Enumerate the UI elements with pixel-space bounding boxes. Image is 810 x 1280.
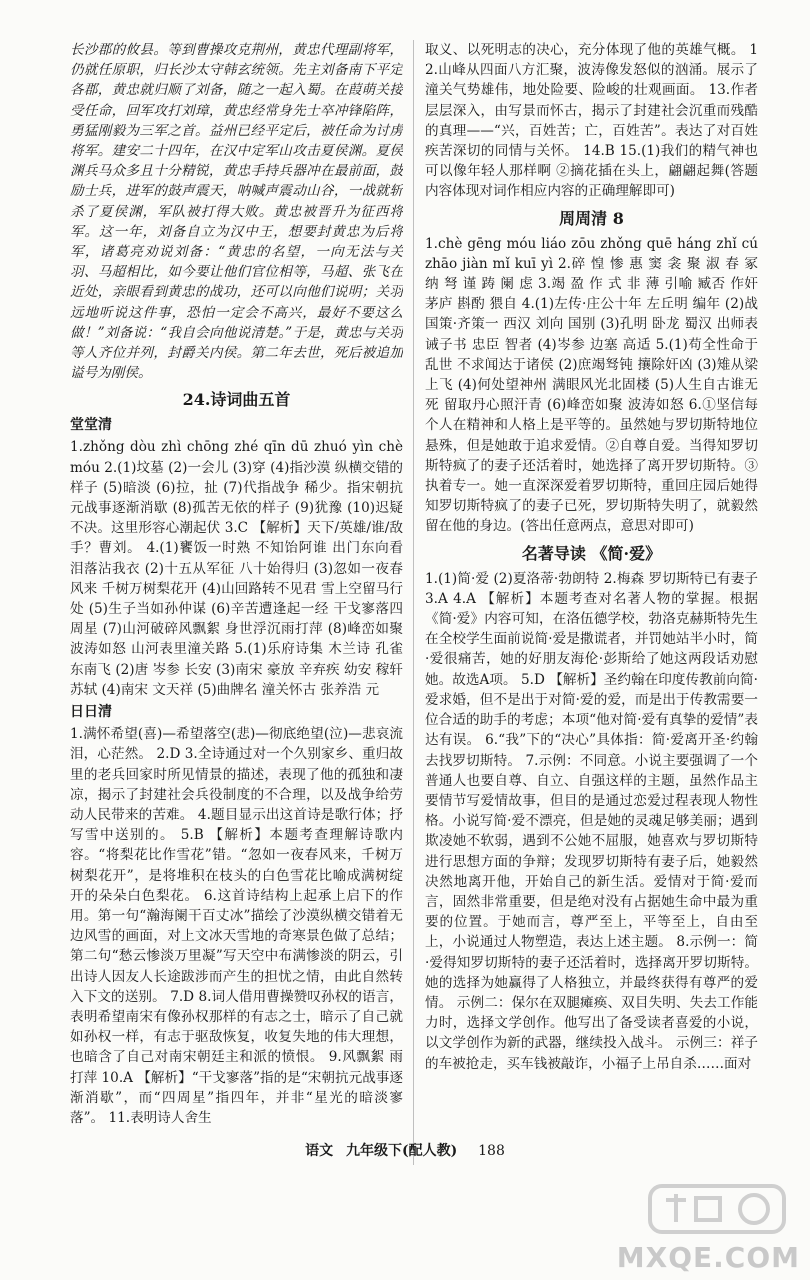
right-column: [425, 40, 758, 1165]
section-title-weekly: 周周清 8: [559, 208, 624, 228]
answers-ririqing: 1.满怀希望(喜)—希望落空(悲)—彻底绝望(泣)—悲哀流泪，心茫然。 2.D 3.全诗通过对一个久别家乡、重归故里的老兵回家时所见情景的描述，表现了他的孤独和凄凉，揭示了封建社会兵役制度的不合理，以及战争给劳动人民带来的苦难。 4.题目显示出这首诗是歌行体；抒写雪中送别的。 5.B 【解析】本题考查理解诗歌内容。“将梨花比作雪花”错。“忽如一夜春风来，千树万树梨花开”，是将堆积在枝头的白色雪花比喻成满树绽开的朵朵白色梨花。 6.这首诗结构上起承上启下的作用。第一句“瀚海阑干百丈冰”描绘了沙漠纵横交错着无边风雪的画面，对上文冰天雪地的奇寒景色做了总结；第二句“愁云惨淡万里凝”写天空中布满惨淡的阴云，引出诗人因友人长途跋涉而产生的担忧之情，由此自然转入下文的送别。 7.D 8.词人借用曹操赞叹孙权的语言，表明希望南宋有像孙权那样的有志之士，暗示了自己就如孙权一样，有志于驱敌恢复，收复失地的伟大理想，也暗含了自己对南宋朝廷主和派的愤恨。 9.风飘絮 雨打萍 10.A 【解析】“干戈寥落”指的是“宋朝抗元战事逐渐消歇”，而“四周星”指四年，并非“星光的暗淡寥落”。 11.表明诗人舍生: [70, 726, 403, 1126]
answers-classic-reading: 1.(1)简·爱 (2)夏洛蒂·勃朗特 2.梅森 罗切斯特已有妻子 3.A 4.A 【解析】本题考查对名著人物的掌握。根据《简·爱》内容可知，在洛伍德学校，勃洛克赫斯特先生在全校学生面前说简·爱是撒谎者，并罚她站半小时，简·爱很痛苦，她的好朋友海伦·彭斯给了她这两段话劝慰她。故选A项。 5.D 【解析】圣约翰在印度传教前向简·爱求婚，但不是出于对简·爱的爱，而是出于传教需要一位合适的助手的考虑；本项“他对简·爱有真挚的爱情”表达有误。 6.“我”下的“决心”具体指：简·爱离开圣·约翰去找罗切斯特。 7.示例：不同意。小说主要强调了一个普通人也要自尊、自立、自强这样的主题，虽然作品主要情节写爱情故事，但目的是通过恋爱过程表现人物性格。小说写简·爱不漂亮，但是她的灵魂足够美丽；遇到欺凌她不软弱，遇到不公她不屈服，她喜欢与罗切斯特进行思想方面的争辩；发现罗切斯特有妻子后，她毅然决然地离开他，开始自己的新生活。爱情对于简·爱而言，固然非常重要，但是绝对没有占据她生命中最为重要的位置。于她而言，尊严至上，平等至上，自由至上，小说通过人物塑造，表达上述主题。 8.示例一：简·爱得知罗切斯特的妻子还活着时，选择离开罗切斯特。她的选择为她赢得了人格独立，并最终获得有尊严的爱情。 示例二：保尔在双腿瘫痪、双目失明、失去工作能力时，选择文学创作。他写出了备受读者喜爱的小说，以文学创作为新的武器，继续投入战斗。 示例三：祥子的车被抢走，买车钱被敲诈，小福子上吊自杀……面对: [425, 570, 758, 1072]
left-column: [70, 40, 403, 1165]
subheading-tangtangqing: 堂堂清: [70, 417, 112, 434]
page-number: 188: [478, 1143, 505, 1159]
page-footer: [0, 1140, 810, 1160]
answers-weekly: 1.chè gēng móu liáo zōu zhǒng quē háng zhǐ cú zhāo jiàn mǐ kuī yì 2.碎 惶 惨 惠 窦 衾 聚 淑 春 冢 纳 弩 谨 踌 阑 虑 3.竭 盈 作 式 非 薄 引喻 臧否 作奸 茅庐 斟酌 猥自 4.(1)左传·庄公十年 左丘明 编年 (2)战国策·齐策一 西汉 刘向 国别 (3)孔明 卧龙 蜀汉 出师表 诫子书 忠臣 智者 (4)岑参 边塞 高适 5.(1)苟全性命于乱世 不求闻达于诸侯 (2)庶竭驽钝 攘除奸凶 (3)雉从梁上飞 (4)何处望神州 满眼风光北固楼 (5)人生自古谁无死 留取丹心照汗青 (6)峰峦如聚 波涛如怒 6.①坚信每个人在精神和人格上是平等的。虽然她与罗切斯特地位悬殊，但是她敢于追求爱情。②自尊自爱。当得知罗切斯特疯了的妻子还活着时，她选择了离开罗切斯特。③执着专一。她一直深深爱着罗切斯特，重回庄园后她得知罗切斯特疯了的妻子已死，罗切斯特失明了，就毅然留在他的身边。(答出任意两点，意思对即可): [425, 235, 758, 535]
subheading-ririqing: 日日清: [70, 704, 112, 721]
section-title-classic-reading: 名著导读 《简·爱》: [521, 543, 662, 563]
watermark-text: MXQE.COM: [616, 1241, 800, 1274]
page: [70, 40, 760, 1165]
column-divider: [413, 40, 414, 1165]
answers-tangtangqing: 1.zhǒng dòu zhì chōng zhé qīn dū zhuó yìn chè móu 2.(1)坟墓 (2)一会儿 (3)穿 (4)指沙漠 纵横交错的样子 (5)暗淡 (6)拉，扯 (7)代指战争 稀少。指宋朝抗元战事逐渐消歇 (8)孤苦无依的样子 (9)犹豫 (10)迟疑不决。这里形容心潮起伏 3.C 【解析】天下/英雄/谁/敌手？曹刘。 4.(1)饔饭一时熟 不知饴阿谁 出门东向看 泪落沾我衣 (2)十五从军征 八十始得归 (3)忽如一夜春风来 千树万树梨花开 (4)山回路转不见君 雪上空留马行处 (5)生子当如孙仲谋 (6)辛苦遭逢起一经 干戈寥落四周星 (7)山河破碎风飘絮 身世浮沉雨打萍 (8)峰峦如聚 波涛如怒 山河表里潼关路 5.(1)乐府诗集 木兰诗 孔雀东南飞 (2)唐 岑参 长安 (3)南宋 豪放 辛弃疾 幼安 稼轩 苏轼 (4)南宋 文天祥 (5)曲牌名 潼关怀古 张养浩 元: [70, 439, 403, 698]
left-translation-paragraph: 长沙郡的攸县。等到曹操攻克荆州，黄忠代理副将军，仍就任原职，归长沙太守韩玄统领。先主刘备南下平定各郡，黄忠就归顺了刘备，随之一起入蜀。在葭萌关接受任命，回军攻打刘璋，黄忠经常身先士卒冲锋陷阵，勇猛刚毅为三军之首。益州已经平定后，被任命为讨虏将军。建安二十四年，在汉中定军山攻击夏侯渊。夏侯渊兵马众多且十分精锐，黄忠手持兵器冲在最前面，鼓励士兵，进军的鼓声震天，呐喊声震动山谷，一战就斩杀了夏侯渊，军队被打得大败。黄忠被晋升为征西将军。这一年，刘备自立为汉中王，想要封黄忠为后将军，诸葛亮劝说刘备：“黄忠的名望，一向无法与关羽、马超相比，如今要让他们官位相等，马超、张飞在近处，亲眼看到黄忠的战功，还可以向他们说明；关羽远地听说这件事，恐怕一定会不高兴，最好不要这么做！”刘备说：“我自会向他说清楚。”于是，黄忠与关羽等人齐位并列，封爵关内侯。第二年去世，死后被追加谥号为刚侯。: [70, 42, 403, 382]
footer-subject: 语文: [305, 1143, 334, 1159]
section-title-24: 24.诗词曲五首: [182, 390, 291, 410]
answers-continued: 取义、以死明志的决心，充分体现了他的英雄气概。 12.山峰从四面八方汇聚，波涛像发怒似的汹涌。展示了潼关气势雄伟，地处险要、险峻的壮观画面。 13.作者层层深入，由写景而怀古，揭示了封建社会沉重而残酷的真理——“兴，百姓苦；亡，百姓苦”。表达了对百姓疾苦深切的同情与关怀。 14.B 15.(1)我们的精气神也可以像年轻人那样啊 ②摘花插在头上，翩翩起舞(答题内容体现对词作相应内容的正确理解即可): [425, 42, 758, 200]
footer-grade: 九年级下(配人教): [346, 1143, 458, 1159]
